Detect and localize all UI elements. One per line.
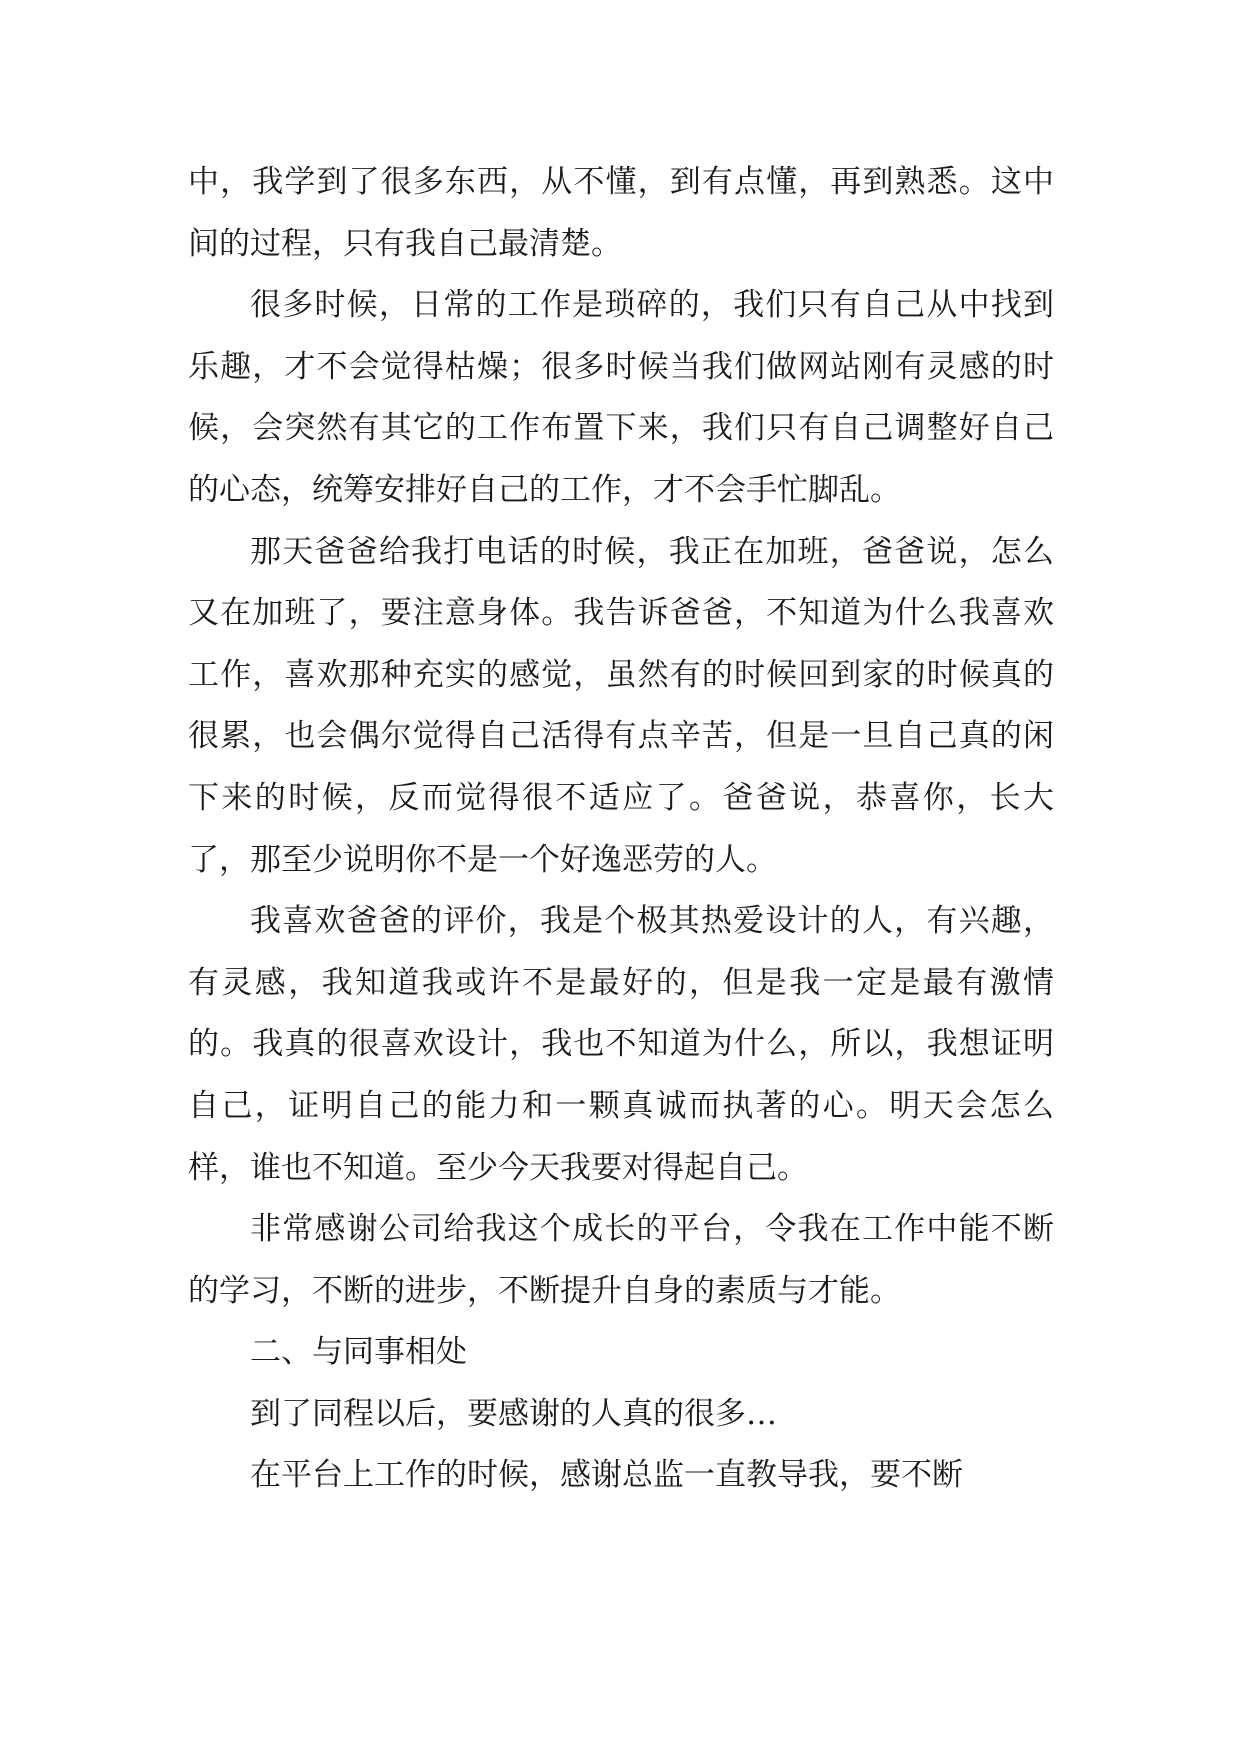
section-heading: 二、与同事相处 bbox=[250, 1334, 467, 1371]
paragraph-8: 在平台上工作的时候，感谢总监一直教导我，要不断 bbox=[250, 1457, 963, 1494]
paragraph-5: 非常感谢公司给我这个成长的平台，令我在工作中能不断的学习，不断的进步，不断提升自身的素质与才能。 bbox=[188, 1211, 1054, 1309]
paragraph-2: 很多时候，日常的工作是琐碎的，我们只有自己从中找到乐趣，才不会觉得枯燥；很多时候当我们做网站刚有灵感的时候，会突然有其它的工作布置下来，我们只有自己调整好自己的心态，统筹安排好自己的工作，才不会手忙脚乱。 bbox=[188, 287, 1054, 508]
document-body bbox=[188, 152, 1054, 1507]
paragraph-7: 到了同程以后，要感谢的人真的很多… bbox=[250, 1395, 777, 1432]
paragraph-1: 中，我学到了很多东西，从不懂，到有点懂，再到熟悉。这中间的过程，只有我自己最清楚。 bbox=[188, 164, 1054, 262]
paragraph-3: 那天爸爸给我打电话的时候，我正在加班，爸爸说，怎么又在加班了，要注意身体。我告诉爸爸，不知道为什么我喜欢工作，喜欢那种充实的感觉，虽然有的时候回到家的时候真的很累，也会偶尔觉得自己活得有点辛苦，但是一旦自己真的闲下来的时候，反而觉得很不适应了。爸爸说，恭喜你，长大了，那至少说明你不是一个好逸恶劳的人。 bbox=[188, 533, 1054, 878]
paragraph-4: 我喜欢爸爸的评价，我是个极其热爱设计的人，有兴趣，有灵感，我知道我或许不是最好的，但是我一定是最有激情的。我真的很喜欢设计，我也不知道为什么，所以，我想证明自己，证明自己的能力和一颗真诚而执著的心。明天会怎么样，谁也不知道。至少今天我要对得起自己。 bbox=[188, 903, 1054, 1186]
